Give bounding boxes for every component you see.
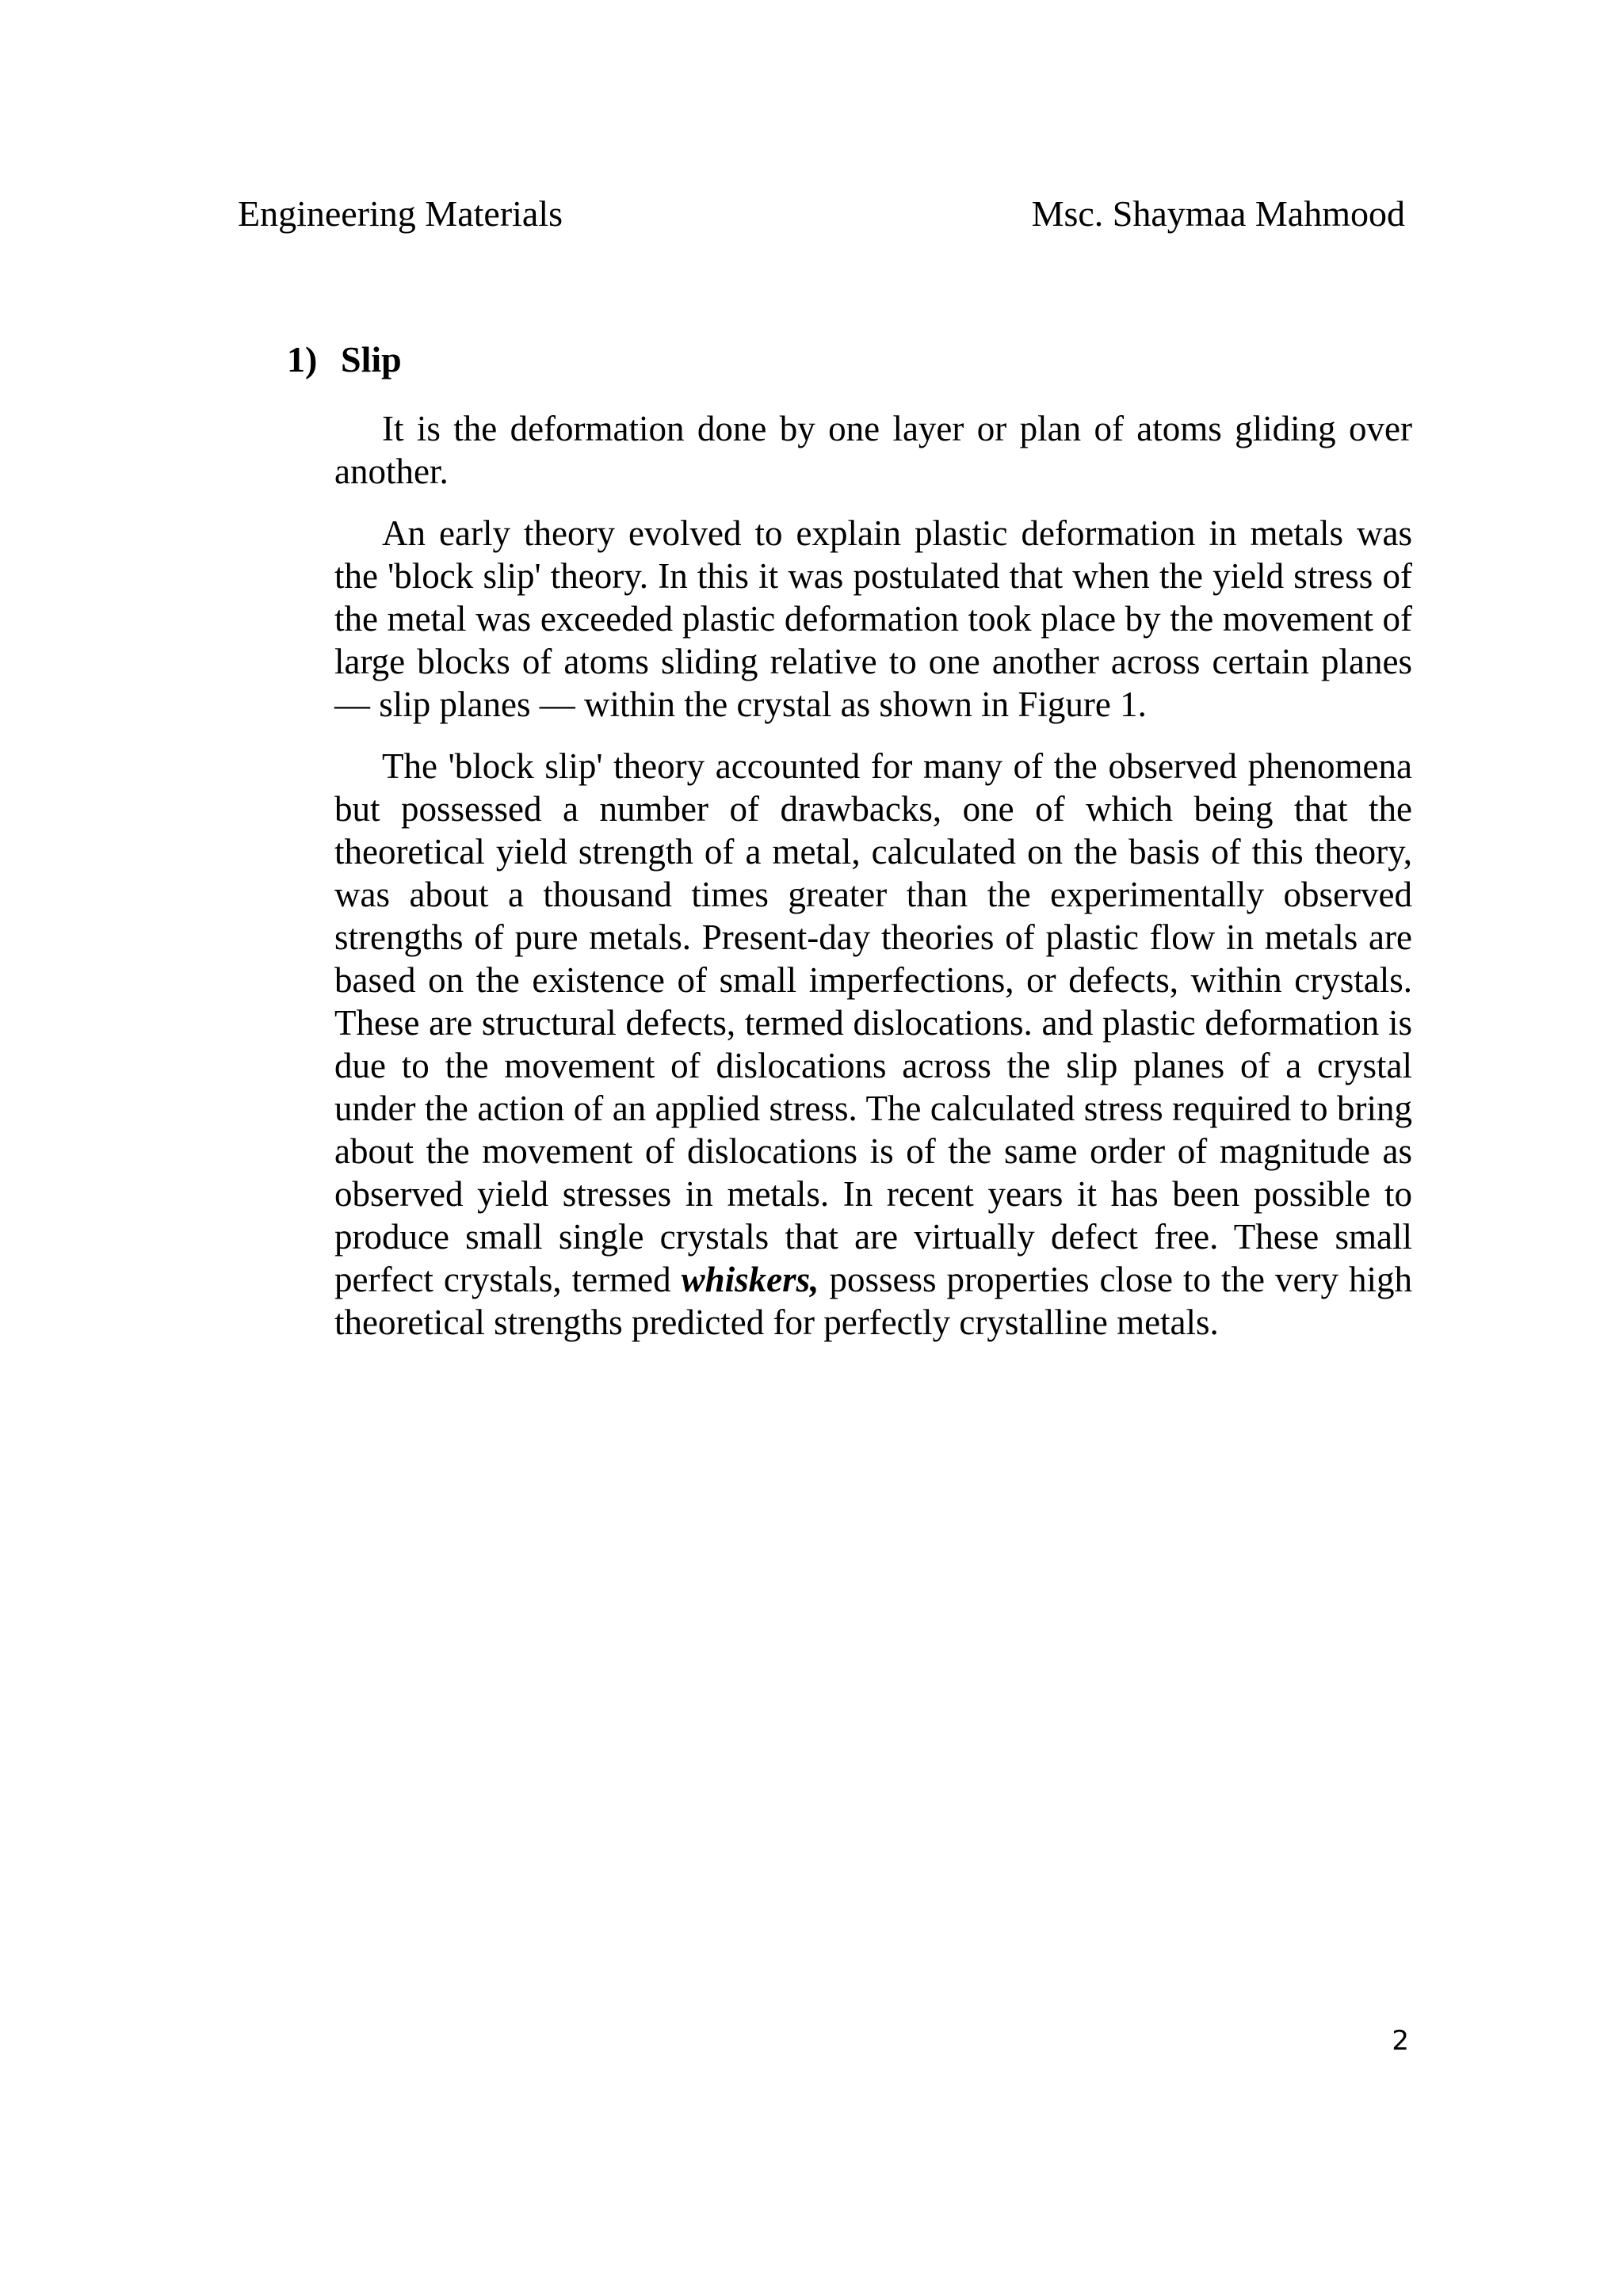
section-number: 1)	[287, 339, 318, 379]
paragraph-dislocations-text-end: possess properties close to the very high theoretical strengths predicted for perfectly crystalline metals.	[334, 1260, 1412, 1342]
page-number: 2	[1392, 2025, 1409, 2057]
section-title: Slip	[341, 339, 402, 379]
header-author: Msc. Shaymaa Mahmood	[1031, 193, 1405, 234]
section-heading	[287, 336, 402, 383]
paragraph-dislocations	[334, 745, 1412, 1344]
term-whiskers: whiskers,	[681, 1260, 819, 1299]
paragraph-block-slip-theory: An early theory evolved to explain plastic deformation in metals was the 'block slip' theory. In this it was postulated that when the yield stress of the metal was exceeded plastic deformation took place by the movement of large blocks of atoms sliding relative to one another across certain planes — slip planes — within the crystal as shown in Figure 1.	[334, 513, 1412, 724]
header-course-title: Engineering Materials	[238, 193, 563, 234]
paragraph-definition: It is the deformation done by one layer or plan of atoms gliding over another.	[334, 409, 1412, 491]
section-body	[334, 407, 1412, 1363]
paragraph-dislocations-text: The 'block slip' theory accounted for many of the observed phenomena but possessed a number of drawbacks, one of which being that the theoretical yield strength of a metal, calculated on the basis of this theory, was about a thousand times greater than the experimentally observed strengths of pure metals. Present-day theories of plastic flow in metals are based on the existence of small imperfections, or defects, within crystals. These are structural defects, termed dislocations. and plastic deformation is due to the movement of dislocations across the slip planes of a crystal under the action of an applied stress. The calculated stress required to bring about the movement of dislocations is of the same order of magnitude as observed yield stresses in metals. In recent years it has been possible to produce small single crystals that are virtually defect free. These small perfect crystals, termed	[334, 746, 1412, 1299]
